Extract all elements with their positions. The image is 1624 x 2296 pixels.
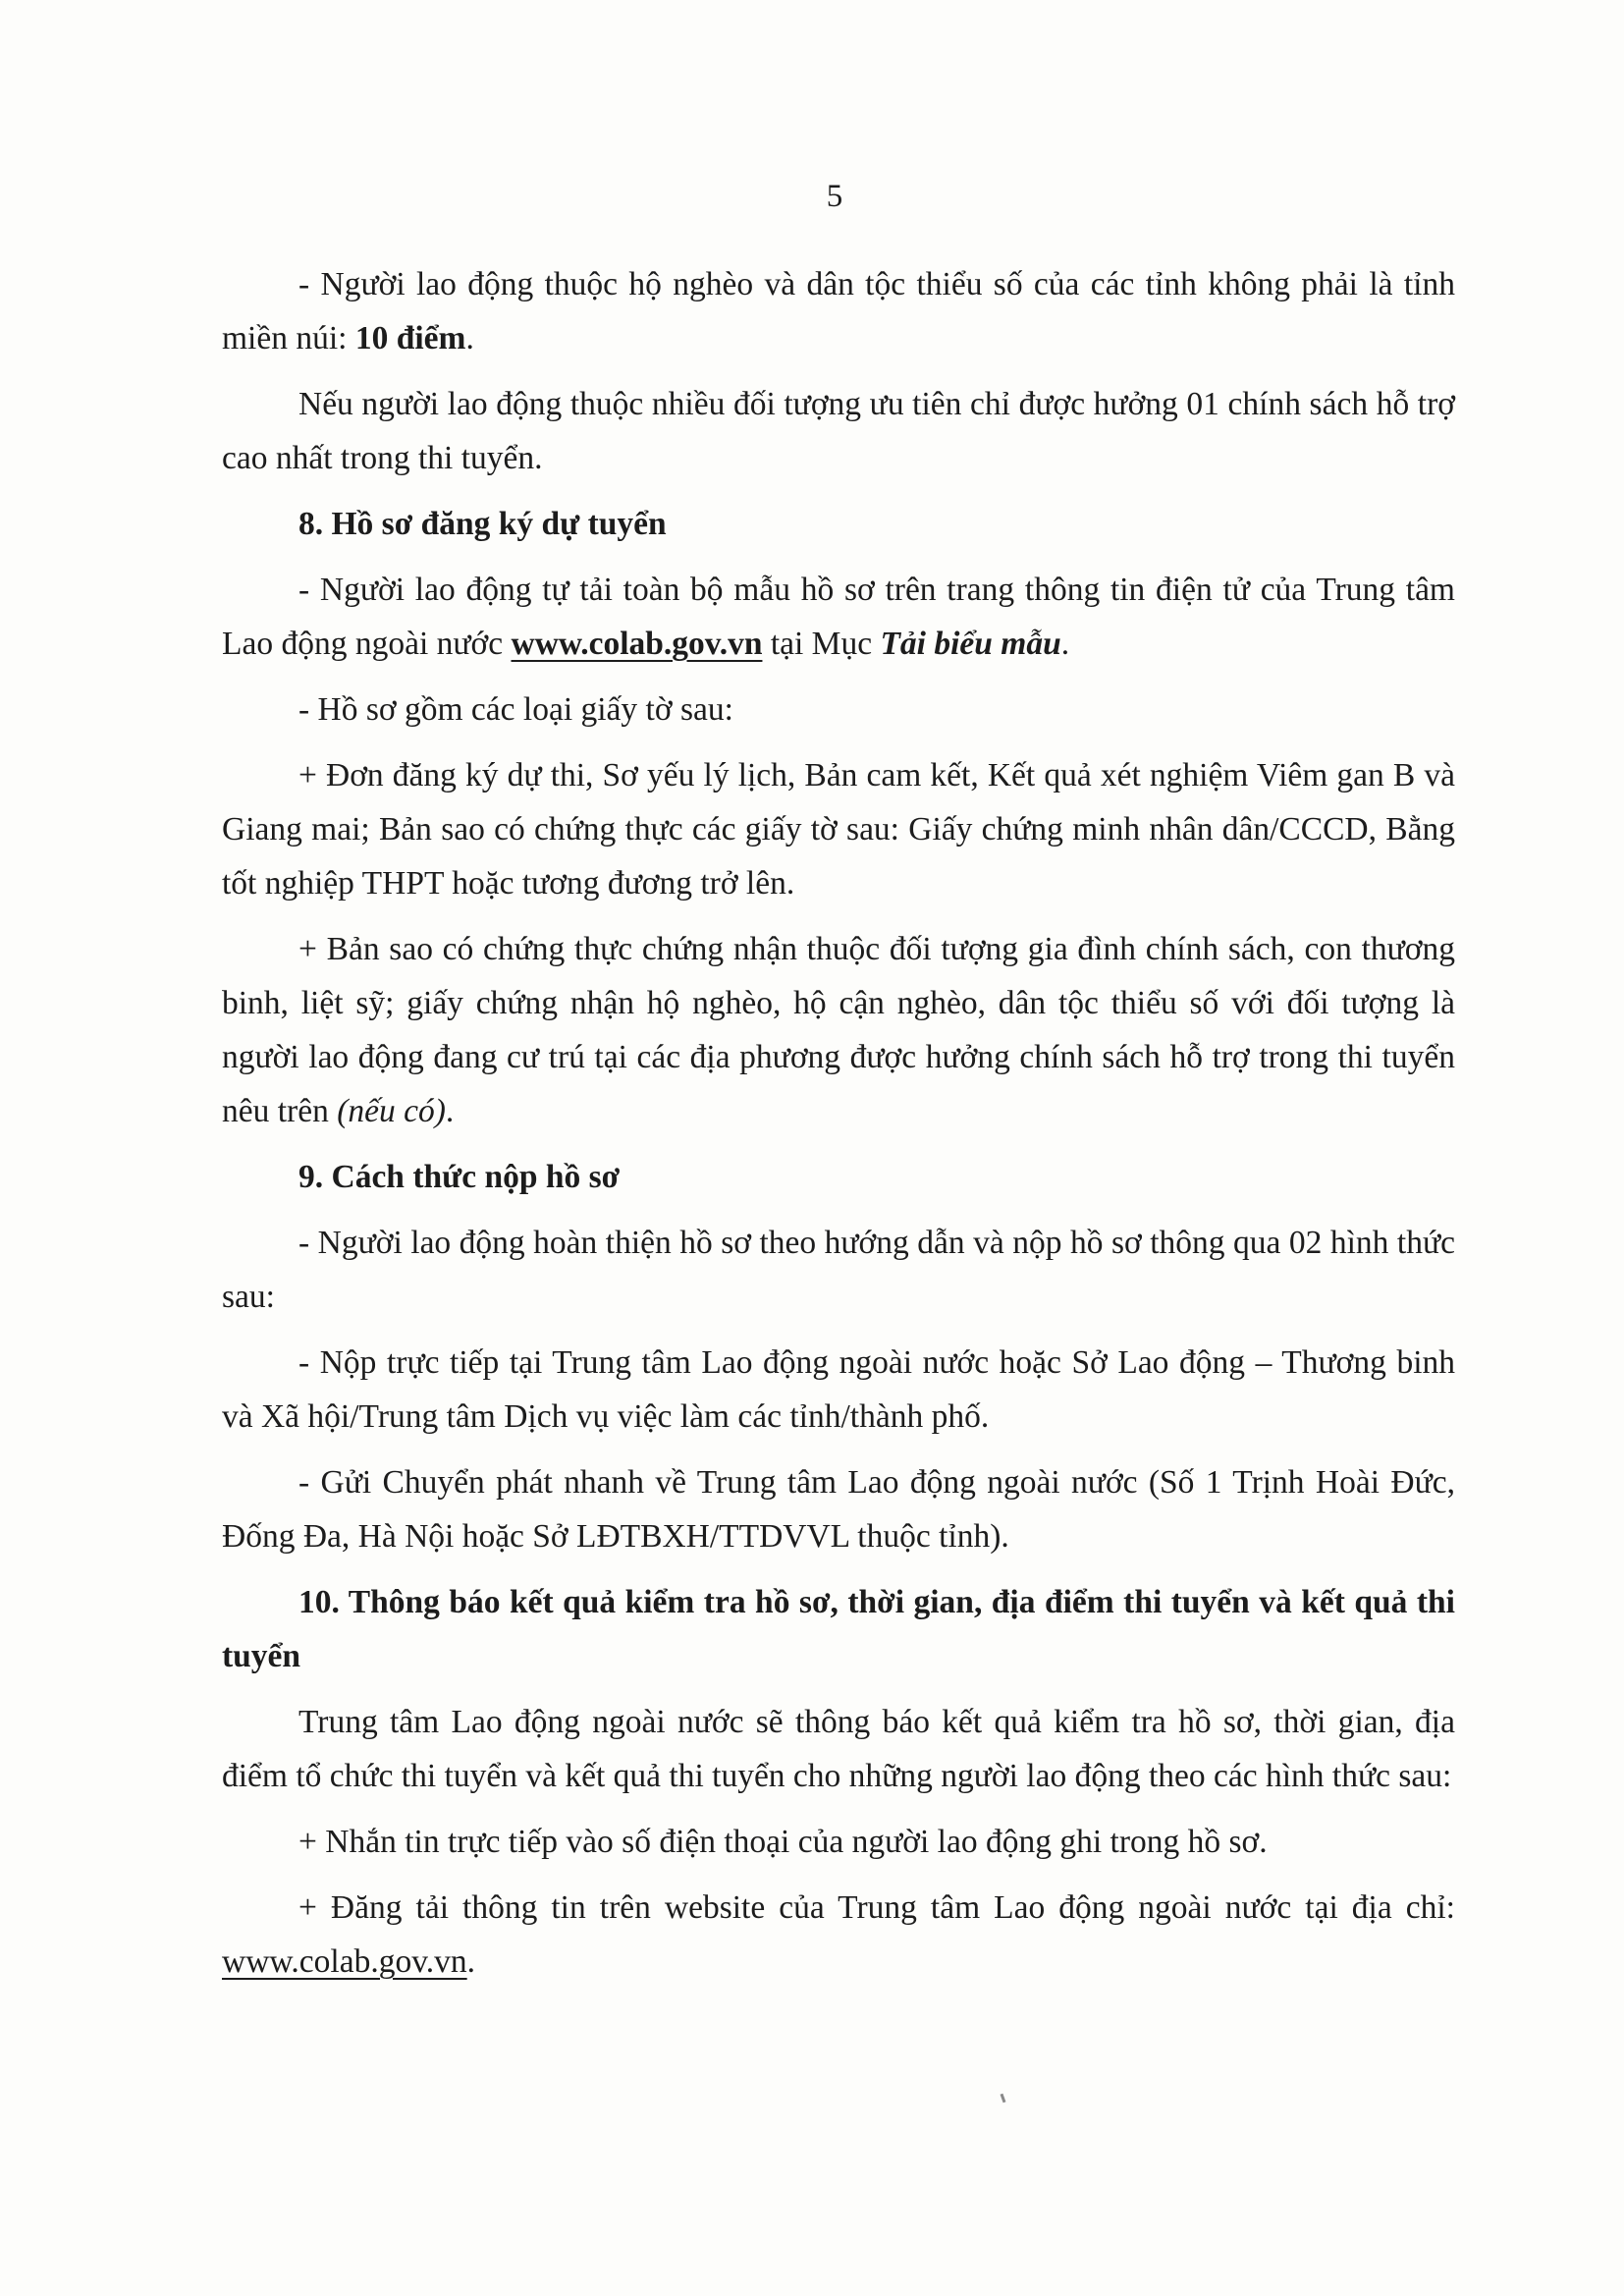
paragraph-notification-intro: [222, 1695, 1455, 1803]
paragraph-submission-direct: [222, 1336, 1455, 1444]
section-heading-9: [222, 1150, 1455, 1204]
heading-text: 10. Thông báo kết quả kiểm tra hồ sơ, thời gian, địa điểm thi tuyển và kết quả thi tuyển: [222, 1584, 1455, 1674]
paragraph-documents-list-1: [222, 748, 1455, 910]
section-heading-8: [222, 497, 1455, 551]
paragraph-text: Nếu người lao động thuộc nhiều đối tượng ưu tiên chỉ được hưởng 01 chính sách hỗ trợ cao nhất trong thi tuyển.: [222, 386, 1455, 476]
paragraph-download-forms: [222, 563, 1455, 671]
paragraph-end: .: [445, 1093, 455, 1129]
paragraph-text: - Người lao động hoàn thiện hồ sơ theo hướng dẫn và nộp hồ sơ thông qua 02 hình thức sau:: [222, 1225, 1455, 1315]
paragraph-text: + Đơn đăng ký dự thi, Sơ yếu lý lịch, Bản cam kết, Kết quả xét nghiệm Viêm gan B và Giang mai; Bản sao có chứng thực các giấy tờ sau: Giấy chứng minh nhân dân/CCCD, Bằng tốt nghiệp THPT hoặc tương đương trở lên.: [222, 757, 1455, 902]
scan-speck: [1001, 2094, 1006, 2103]
paragraph-notification-website: [222, 1881, 1455, 1989]
paragraph-text: + Nhắn tin trực tiếp vào số điện thoại của người lao động ghi trong hồ sơ.: [298, 1824, 1268, 1860]
heading-text: 8. Hồ sơ đăng ký dự tuyển: [298, 506, 667, 542]
website-link[interactable]: www.colab.gov.vn: [222, 1943, 467, 1980]
paragraph-text: - Người lao động tự tải toàn bộ mẫu hồ sơ trên trang thông tin điện tử của Trung tâm Lao động ngoài nước: [222, 572, 1455, 662]
paragraph-end: .: [466, 1943, 476, 1980]
points-value: 10 điểm: [354, 320, 466, 356]
paragraph-text: + Đăng tải thông tin trên website của Trung tâm Lao động ngoài nước tại địa chỉ:: [298, 1889, 1455, 1926]
paragraph-text: - Nộp trực tiếp tại Trung tâm Lao động ngoài nước hoặc Sở Lao động – Thương binh và Xã hội/Trung tâm Dịch vụ việc làm các tỉnh/thành phố.: [222, 1344, 1455, 1435]
paragraph-text: - Gửi Chuyển phát nhanh về Trung tâm Lao động ngoài nước (Số 1 Trịnh Hoài Đức, Đống Đa, Hà Nội hoặc Sở LĐTBXH/TTDVVL thuộc tỉnh).: [222, 1464, 1455, 1555]
paragraph-text-mid: tại Mục: [762, 626, 881, 662]
forms-section-name: Tải biểu mẫu: [880, 626, 1061, 662]
paragraph-text: Trung tâm Lao động ngoài nước sẽ thông báo kết quả kiểm tra hồ sơ, thời gian, địa điểm tổ chức thi tuyển và kết quả thi tuyển cho những người lao động theo các hình thức sau:: [222, 1704, 1455, 1794]
paragraph-submission-express: [222, 1455, 1455, 1563]
paragraph-documents-list-2: [222, 922, 1455, 1138]
heading-text: 9. Cách thức nộp hồ sơ: [298, 1159, 621, 1195]
section-heading-10: [222, 1575, 1455, 1683]
paragraph-notification-sms: [222, 1815, 1455, 1869]
document-body: [222, 257, 1455, 2000]
paragraph-text: - Người lao động thuộc hộ nghèo và dân tộc thiểu số của các tỉnh không phải là tỉnh miền núi:: [222, 266, 1455, 356]
optional-note: (nếu có): [337, 1093, 446, 1129]
paragraph-priority-rule: [222, 377, 1455, 485]
paragraph-submission-intro: [222, 1216, 1455, 1324]
paragraph-documents-intro: [222, 683, 1455, 737]
paragraph-priority-points: [222, 257, 1455, 365]
paragraph-end: .: [1060, 626, 1070, 662]
paragraph-end: .: [465, 320, 474, 356]
paragraph-text: + Bản sao có chứng thực chứng nhận thuộc đối tượng gia đình chính sách, con thương binh, liệt sỹ; giấy chứng nhận hộ nghèo, hộ cận nghèo, dân tộc thiểu số với đối tượng là người lao động đang cư trú tại các địa phương được hưởng chính sách hỗ trợ trong thi tuyển nêu trên: [222, 931, 1455, 1129]
website-link[interactable]: www.colab.gov.vn: [511, 626, 763, 662]
page-number: 5: [826, 179, 843, 214]
paragraph-text: - Hồ sơ gồm các loại giấy tờ sau:: [298, 691, 733, 728]
